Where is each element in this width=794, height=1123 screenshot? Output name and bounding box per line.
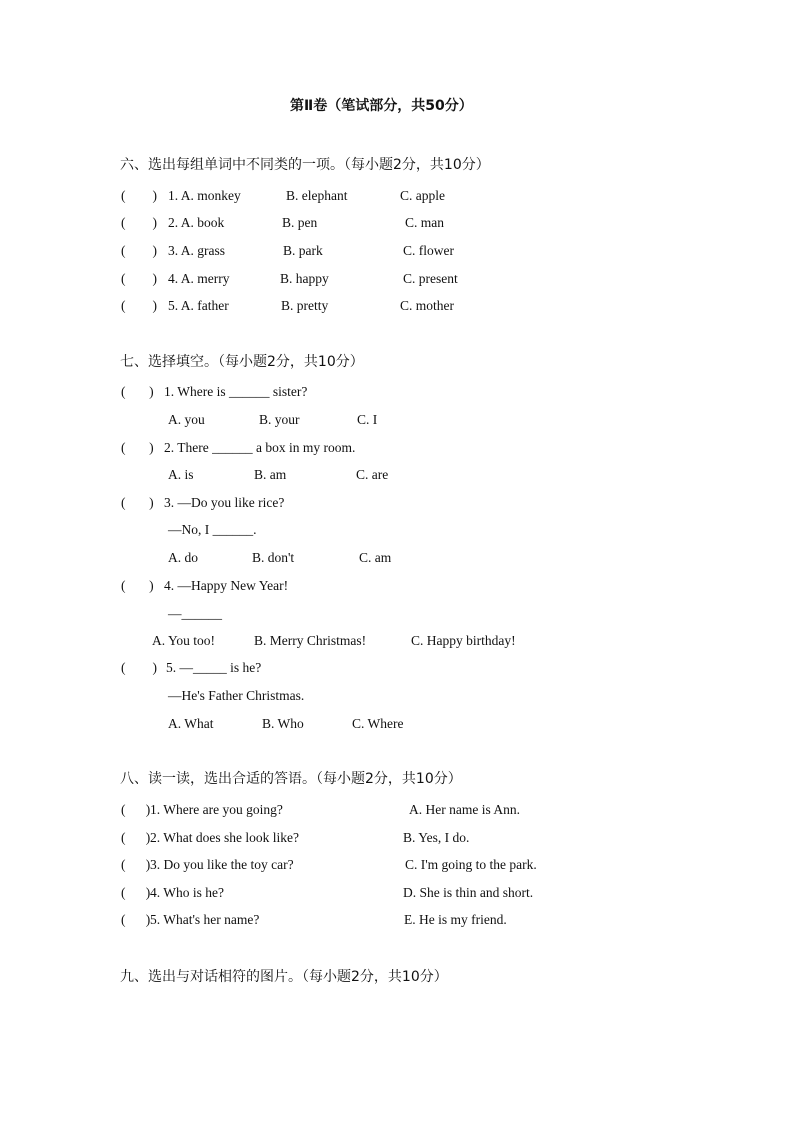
question-option-a: 5. A. father [168,298,229,313]
answer-blank[interactable]: ( ) [121,912,151,927]
option-a: A. is [168,467,194,482]
question-text: 5. —_____ is he? [166,660,262,675]
answer-blank[interactable]: ( ) [121,830,151,845]
answer-blank[interactable]: ( ) [121,495,154,510]
answer-option: C. I'm going to the park. [405,857,537,872]
option-b: B. pen [282,215,318,230]
answer-option: B. Yes, I do. [403,830,470,845]
option-c: C. man [405,215,444,230]
option-b: B. elephant [286,188,348,203]
option-b: B. park [283,243,323,258]
answer-blank[interactable]: ( ) [121,271,157,286]
question-option-a: 2. A. book [168,215,225,230]
section-9-heading: 九、选出与对话相符的图片。（每小题2分，共10分） [120,969,448,985]
page-title: 第Ⅱ卷（笔试部分，共50分） [290,98,473,114]
question-text: 2. What does she look like? [150,830,299,845]
section-6-heading: 六、选出每组单词中不同类的一项。（每小题2分，共10分） [120,157,490,173]
option-b: B. pretty [281,298,329,313]
question-text: 4. Who is he? [150,885,224,900]
question-text: 2. There ______ a box in my room. [164,440,356,455]
answer-blank[interactable]: ( ) [121,578,154,593]
option-c: C. I [357,412,378,427]
option-a: A. What [168,716,214,731]
question-option-a: 1. A. monkey [168,188,241,203]
option-a: A. you [168,412,205,427]
response-line: —______ [168,606,222,621]
answer-blank[interactable]: ( ) [121,440,154,455]
question-text: 5. What's her name? [150,912,260,927]
answer-blank[interactable]: ( ) [121,188,157,203]
option-c: C. am [359,550,392,565]
question-option-a: 4. A. merry [168,271,230,286]
answer-blank[interactable]: ( ) [121,215,157,230]
question-option-a: 3. A. grass [168,243,225,258]
answer-blank[interactable]: ( ) [121,384,154,399]
answer-blank[interactable]: ( ) [121,857,151,872]
option-b: B. don't [252,550,295,565]
answer-option: D. She is thin and short. [403,885,534,900]
section-8-heading: 八、读一读，选出合适的答语。（每小题2分，共10分） [120,771,462,787]
option-a: A. You too! [152,633,216,648]
option-c: C. apple [400,188,445,203]
section-7-heading: 七、选择填空。（每小题2分，共10分） [120,354,364,370]
question-text: 1. Where are you going? [150,802,283,817]
answer-blank[interactable]: ( ) [121,802,151,817]
option-c: C. Where [352,716,404,731]
answer-blank[interactable]: ( ) [121,885,151,900]
option-b: B. am [254,467,287,482]
question-text: 3. —Do you like rice? [164,495,285,510]
question-text: 3. Do you like the toy car? [150,857,294,872]
option-b: B. Merry Christmas! [254,633,367,648]
answer-blank[interactable]: ( ) [121,660,157,675]
answer-blank[interactable]: ( ) [121,298,157,313]
question-text: 1. Where is ______ sister? [164,384,308,399]
option-c: C. mother [400,298,454,313]
option-c: C. are [356,467,389,482]
option-b: B. your [259,412,300,427]
answer-option: A. Her name is Ann. [409,802,520,817]
option-c: C. Happy birthday! [411,633,516,648]
response-line: —He's Father Christmas. [168,688,305,703]
option-c: C. flower [403,243,454,258]
option-b: B. happy [280,271,329,286]
option-b: B. Who [262,716,304,731]
answer-option: E. He is my friend. [404,912,507,927]
option-a: A. do [168,550,198,565]
response-line: —No, I ______. [168,522,257,537]
question-text: 4. —Happy New Year! [164,578,289,593]
option-c: C. present [403,271,458,286]
answer-blank[interactable]: ( ) [121,243,157,258]
